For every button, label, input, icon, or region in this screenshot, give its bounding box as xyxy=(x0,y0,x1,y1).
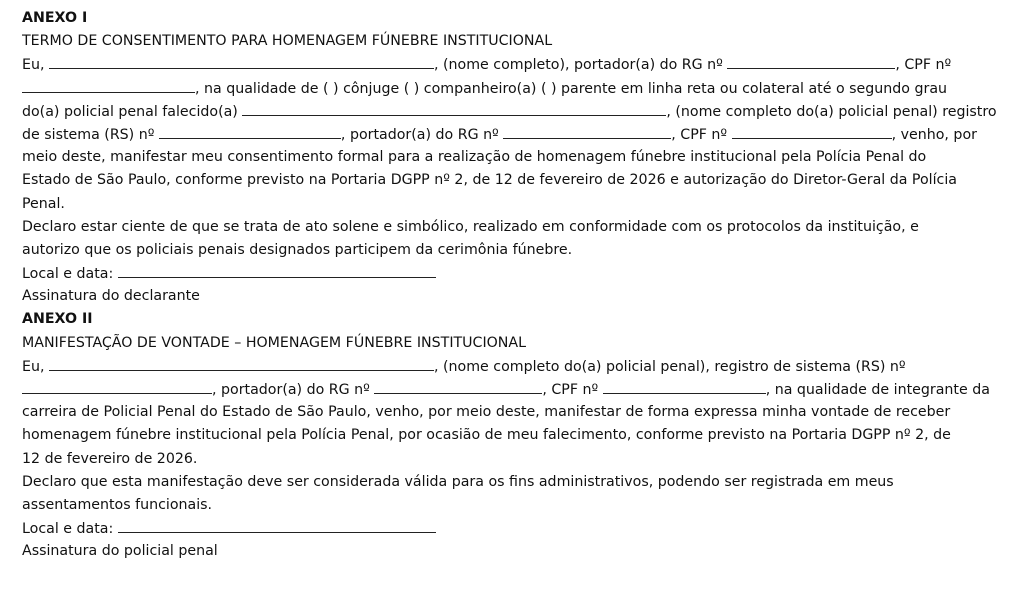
anexo-1-line-4 xyxy=(22,123,1012,146)
deceased-rs-field[interactable] xyxy=(159,123,341,139)
anexo-1-line-9: autorizo que os policiais penais designados participem da cerimônia fúnebre. xyxy=(22,241,573,258)
anexo-2-line-4: homenagem fúnebre institucional pela Polícia Penal, por ocasião de meu falecimento, conforme previsto na Portaria DGPP nº 2, de xyxy=(22,427,951,444)
text-segment: Eu, xyxy=(22,57,49,74)
anexo-2-line-7: assentamentos funcionais. xyxy=(22,496,213,513)
anexo-2-local-data xyxy=(22,517,1012,540)
officer-rs-field[interactable] xyxy=(22,378,212,394)
anexo-1-line-7: Penal. xyxy=(22,195,65,212)
officer-cpf-field[interactable] xyxy=(603,378,766,394)
anexo-2-line-2 xyxy=(22,378,1012,401)
text-segment: , portador(a) do RG nº xyxy=(340,126,504,143)
declarant-cpf-field[interactable] xyxy=(22,77,195,93)
text-segment: , portador(a) do RG nº xyxy=(212,382,375,398)
declarant-name-field[interactable] xyxy=(49,53,434,69)
text-segment: , venho, por xyxy=(891,126,977,143)
anexo-1-line-2 xyxy=(22,77,1012,100)
text-segment: , CPF nº xyxy=(895,57,952,74)
declarant-rg-field[interactable] xyxy=(727,53,895,69)
anexo-1-line-1 xyxy=(22,53,1012,76)
deceased-cpf-field[interactable] xyxy=(732,123,892,139)
text-segment: , (nome completo do(a) policial penal) registro xyxy=(666,103,997,120)
text-segment: , (nome completo), portador(a) do RG nº xyxy=(433,57,728,74)
text-segment: , CPF nº xyxy=(671,126,732,143)
local-data-label: Local e data: xyxy=(22,266,118,283)
text-segment: Eu, xyxy=(22,358,49,375)
text-segment: do(a) policial penal falecido(a) xyxy=(22,103,243,120)
anexo-2-signature-label: Assinatura do policial penal xyxy=(22,543,218,560)
anexo-2-line-1 xyxy=(22,355,1012,378)
anexo-2-local-data-field[interactable] xyxy=(118,517,436,533)
anexo-2-heading: ANEXO II xyxy=(22,311,93,328)
anexo-1-title: TERMO DE CONSENTIMENTO PARA HOMENAGEM FÚNEBRE INSTITUCIONAL xyxy=(22,33,553,50)
local-data-label: Local e data: xyxy=(22,521,118,538)
anexo-2-line-3: carreira de Policial Penal do Estado de São Paulo, venho, por meio deste, manifestar de forma expressa minha vontade de receber xyxy=(22,404,951,421)
deceased-rg-field[interactable] xyxy=(503,123,671,139)
anexo-1-line-3 xyxy=(22,100,1012,123)
anexo-1-signature-label: Assinatura do declarante xyxy=(22,288,200,305)
text-segment: , CPF nº xyxy=(542,382,603,398)
anexo-1-line-8: Declaro estar ciente de que se trata de ato solene e simbólico, realizado em conformidade com os protocolos da instituição, e xyxy=(22,218,919,235)
deceased-officer-name-field[interactable] xyxy=(242,100,666,116)
anexo-1-local-data xyxy=(22,262,1012,285)
anexo-1-local-data-field[interactable] xyxy=(118,262,436,278)
text-segment: , na qualidade de integrante da xyxy=(765,382,990,398)
anexo-1-heading: ANEXO I xyxy=(22,10,88,26)
anexo-1-line-5: meio deste, manifestar meu consentimento formal para a realização de homenagem fúnebre institucional pela Polícia Penal do xyxy=(22,149,927,166)
document xyxy=(22,7,1012,564)
officer-rg-field[interactable] xyxy=(374,378,542,394)
text-segment: , na qualidade de ( ) cônjuge ( ) companheiro(a) ( ) parente em linha reta ou colateral até o segundo grau xyxy=(195,80,947,97)
text-segment: , (nome completo do(a) policial penal), registro de sistema (RS) nº xyxy=(433,358,906,375)
text-segment: de sistema (RS) nº xyxy=(22,126,159,143)
officer-name-field[interactable] xyxy=(49,355,434,371)
anexo-2-line-5: 12 de fevereiro de 2026. xyxy=(22,450,198,467)
anexo-2-line-6: Declaro que esta manifestação deve ser considerada válida para os fins administrativos, podendo ser registrada em meus xyxy=(22,473,894,490)
anexo-2-title: MANIFESTAÇÃO DE VONTADE – HOMENAGEM FÚNEBRE INSTITUCIONAL xyxy=(22,334,527,351)
anexo-1-line-6: Estado de São Paulo, conforme previsto na Portaria DGPP nº 2, de 12 de fevereiro de 2026 e autorização do Diretor-Geral da Polícia xyxy=(22,172,957,189)
